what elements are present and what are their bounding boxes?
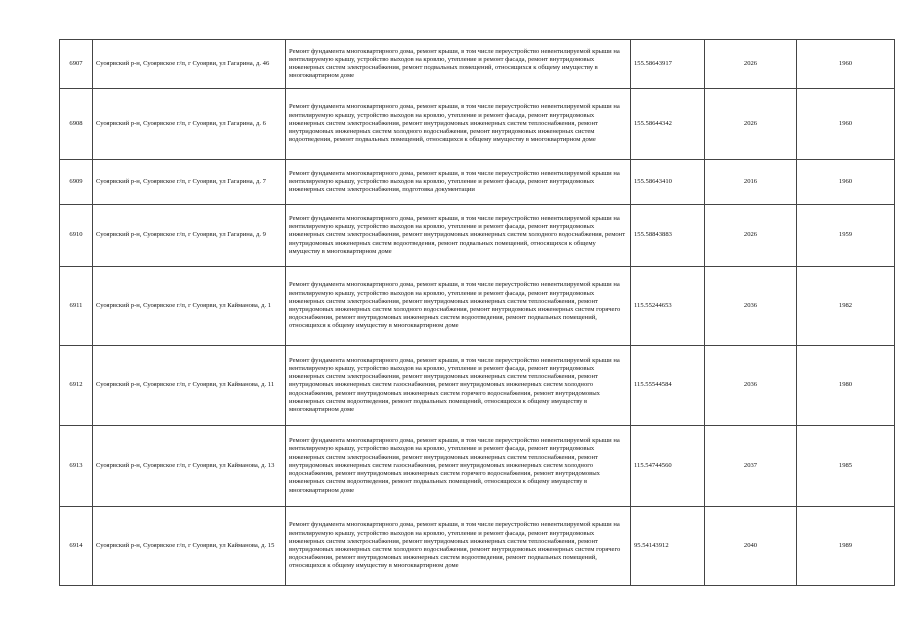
repair-year-cell: 2040 [705,507,797,586]
row-number: 6913 [60,426,93,507]
repair-year-cell: 2026 [705,89,797,160]
built-year-cell: 1960 [797,89,895,160]
table-row [60,507,895,586]
repair-year-cell: 2016 [705,160,797,205]
built-year-cell: 1960 [797,40,895,89]
table-row [60,346,895,426]
built-year-cell: 1960 [797,160,895,205]
area-cell: 115.55544584 [631,346,705,426]
repair-year-cell: 2026 [705,205,797,267]
works-cell: Ремонт фундамента многоквартирного дома, ремонт крыши, в том числе переустройство невентилируемой крыши на вентилируемую крышу, устройство выходов на кровлю, утепление и ремонт фасада, ремонт внутридомовых инженерных систем электроснабжения, ремонт внутридомовых инженерных систем теплоснабжения, ремонт внутридомовых инженерных систем газоснабжения, ремонт внутридомовых инженерных систем холодного водоснабжения, ремонт внутридомовых инженерных систем горячего водоснабжения, ремонт внутридомовых инженерных систем водоотведения, ремонт подвальных помещений, относящихся к общему имуществу в многоквартирном доме [286,426,631,507]
address-cell: Суоярвский р-н, Суоярвское г/п, г Суоярви, ул Гагарина, д. 46 [93,40,286,89]
built-year-cell: 1989 [797,507,895,586]
table-row [60,426,895,507]
table-row [60,267,895,346]
address-cell: Суоярвский р-н, Суоярвское г/п, г Суоярви, ул Кайманова, д. 1 [93,267,286,346]
area-cell: 155.58843883 [631,205,705,267]
address-cell: Суоярвский р-н, Суоярвское г/п, г Суоярви, ул Кайманова, д. 15 [93,507,286,586]
built-year-cell: 1982 [797,267,895,346]
repair-year-cell: 2026 [705,40,797,89]
row-number: 6914 [60,507,93,586]
capital-repair-table [59,39,895,586]
address-cell: Суоярвский р-н, Суоярвское г/п, г Суоярви, ул Кайманова, д. 13 [93,426,286,507]
row-number: 6909 [60,160,93,205]
table-row [60,40,895,89]
address-cell: Суоярвский р-н, Суоярвское г/п, г Суоярви, ул Гагарина, д. 7 [93,160,286,205]
area-cell: 115.55244653 [631,267,705,346]
address-cell: Суоярвский р-н, Суоярвское г/п, г Суоярви, ул Гагарина, д. 9 [93,205,286,267]
works-cell: Ремонт фундамента многоквартирного дома, ремонт крыши, в том числе переустройство невентилируемой крыши на вентилируемую крышу, устройство выходов на кровлю, утепление и ремонт фасада, ремонт внутридомовых инженерных систем электроснабжения, ремонт внутридомовых инженерных систем теплоснабжения, ремонт внутридомовых инженерных систем холодного водоснабжения, ремонт внутридомовых инженерных систем горячего водоснабжения, ремонт внутридомовых инженерных систем водоотведения, ремонт подвальных помещений, относящихся к общему имуществу в многоквартирном доме [286,507,631,586]
works-cell: Ремонт фундамента многоквартирного дома, ремонт крыши, в том числе переустройство невентилируемой крыши на вентилируемую крышу, устройство выходов на кровлю, утепление и ремонт фасада, ремонт внутридомовых инженерных систем электроснабжения, ремонт внутридомовых инженерных систем теплоснабжения, ремонт внутридомовых инженерных систем холодного водоснабжения, ремонт внутридомовых инженерных систем водоотведения, ремонт подвальных помещений, относящихся к общему имуществу в многоквартирном доме [286,89,631,160]
built-year-cell: 1980 [797,346,895,426]
repair-year-cell: 2037 [705,426,797,507]
row-number: 6908 [60,89,93,160]
address-cell: Суоярвский р-н, Суоярвское г/п, г Суоярви, ул Кайманова, д. 11 [93,346,286,426]
built-year-cell: 1959 [797,205,895,267]
area-cell: 155.58643917 [631,40,705,89]
repair-year-cell: 2036 [705,346,797,426]
works-cell: Ремонт фундамента многоквартирного дома, ремонт крыши, в том числе переустройство невентилируемой крыши на вентилируемую крышу, устройство выходов на кровлю, утепление и ремонт фасада, ремонт внутридомовых инженерных систем электроснабжения, подготовка документации [286,160,631,205]
area-cell: 155.58644342 [631,89,705,160]
row-number: 6912 [60,346,93,426]
area-cell: 95.54143912 [631,507,705,586]
repair-year-cell: 2036 [705,267,797,346]
table-row [60,89,895,160]
area-cell: 115.54744560 [631,426,705,507]
area-cell: 155.58643410 [631,160,705,205]
table-row [60,160,895,205]
works-cell: Ремонт фундамента многоквартирного дома, ремонт крыши, в том числе переустройство невентилируемой крыши на вентилируемую крышу, устройство выходов на кровлю, утепление и ремонт фасада, ремонт внутридомовых инженерных систем электроснабжения, ремонт внутридомовых инженерных систем теплоснабжения, ремонт внутридомовых инженерных систем газоснабжения, ремонт внутридомовых инженерных систем холодного водоснабжения, ремонт внутридомовых инженерных систем горячего водоснабжения, ремонт внутридомовых инженерных систем водоотведения, ремонт подвальных помещений, относящихся к общему имуществу в многоквартирном доме [286,346,631,426]
address-cell: Суоярвский р-н, Суоярвское г/п, г Суоярви, ул Гагарина, д. 6 [93,89,286,160]
table-row [60,205,895,267]
row-number: 6907 [60,40,93,89]
works-cell: Ремонт фундамента многоквартирного дома, ремонт крыши, в том числе переустройство невентилируемой крыши на вентилируемую крышу, устройство выходов на кровлю, утепление и ремонт фасада, ремонт внутридомовых инженерных систем электроснабжения, ремонт внутридомовых инженерных систем холодного водоснабжения, ремонт внутридомовых инженерных систем водоотведения, ремонт подвальных помещений, относящихся к общему имуществу в многоквартирном доме [286,205,631,267]
works-cell: Ремонт фундамента многоквартирного дома, ремонт крыши, в том числе переустройство невентилируемой крыши на вентилируемую крышу, устройство выходов на кровлю, утепление и ремонт фасада, ремонт внутридомовых инженерных систем электроснабжения, ремонт внутридомовых инженерных систем теплоснабжения, ремонт внутридомовых инженерных систем холодного водоснабжения, ремонт внутридомовых инженерных систем горячего водоснабжения, ремонт внутридомовых инженерных систем водоотведения, ремонт подвальных помещений, относящихся к общему имуществу в многоквартирном доме [286,267,631,346]
row-number: 6911 [60,267,93,346]
row-number: 6910 [60,205,93,267]
works-cell: Ремонт фундамента многоквартирного дома, ремонт крыши, в том числе переустройство невентилируемой крыши на вентилируемую крышу, устройство выходов на кровлю, утепление и ремонт фасада, ремонт внутридомовых инженерных систем электроснабжения, ремонт подвальных помещений, относящихся к общему имуществу в многоквартирном доме [286,40,631,89]
built-year-cell: 1985 [797,426,895,507]
